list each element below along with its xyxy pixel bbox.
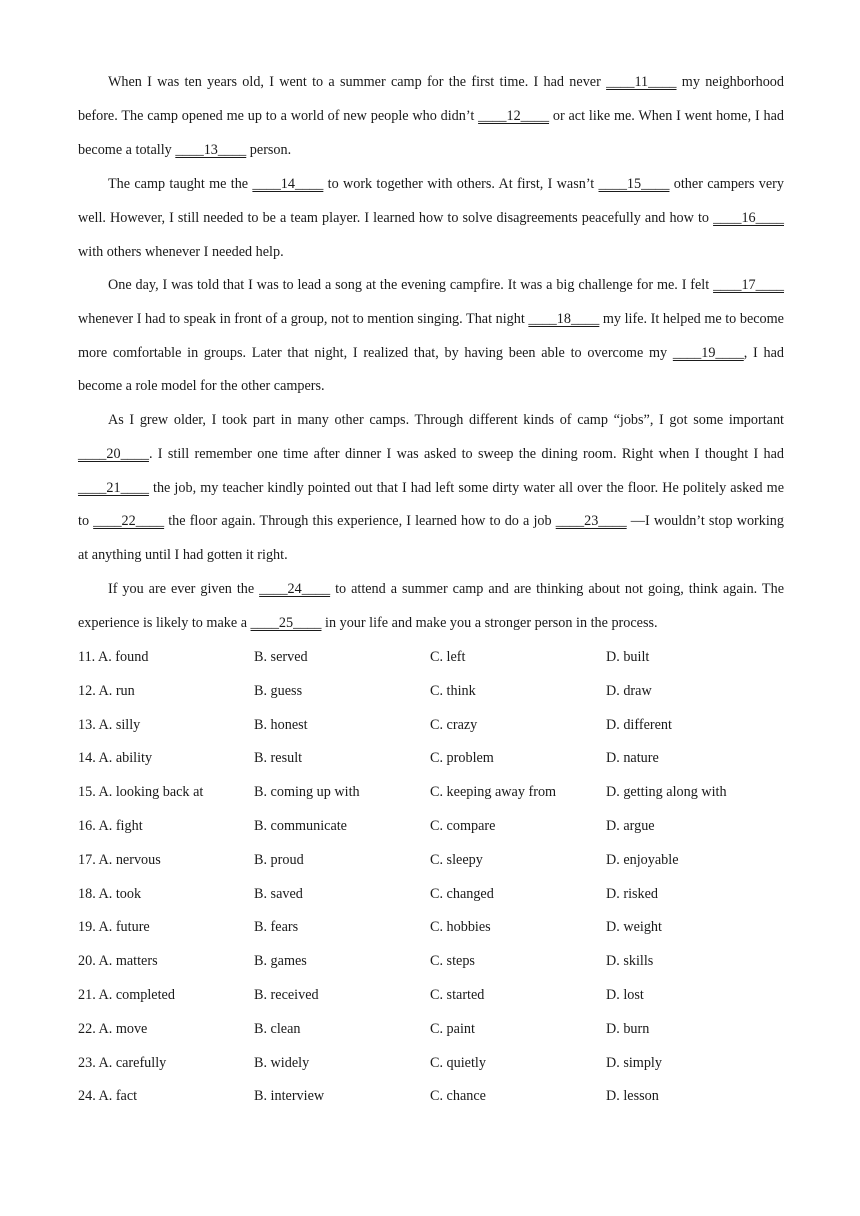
option-d: D. built bbox=[606, 649, 650, 665]
option-d: D. different bbox=[606, 716, 672, 733]
option-b: B. guess bbox=[254, 682, 303, 699]
option-a: 17. A. nervous bbox=[78, 851, 161, 868]
passage-paragraph-4 bbox=[78, 404, 784, 573]
option-b: B. interview bbox=[254, 1088, 325, 1105]
answer-blank: ____14____ bbox=[252, 176, 324, 192]
option-d: D. draw bbox=[606, 682, 652, 699]
option-d: D. skills bbox=[606, 953, 654, 970]
question-options-row bbox=[78, 911, 788, 945]
passage-text: One day, I was told that I was to lead a song at the evening campfire. It was a big challenge for me. I felt bbox=[108, 277, 714, 293]
option-c: C. steps bbox=[430, 953, 475, 970]
passage-text: . I still remember one time after dinner I was asked to sweep the dining room. Right when I thought I had bbox=[148, 445, 784, 462]
passage-text: to attend a summer camp and are thinking about not going, think again. The experience is likely to make a bbox=[78, 581, 784, 631]
passage-text: whenever I had to speak in front of a group, not to mention singing. That night bbox=[78, 310, 529, 327]
option-c: C. changed bbox=[430, 885, 494, 902]
question-options-row bbox=[78, 1080, 788, 1114]
answer-blank: ____23____ bbox=[555, 513, 627, 530]
answer-blank: ____16____ bbox=[713, 209, 784, 226]
option-c: C. compare bbox=[430, 817, 496, 834]
question-options-row bbox=[78, 675, 788, 709]
option-a: 12. A. run bbox=[78, 682, 135, 699]
passage-text: the job, my teacher kindly pointed out that I had left some dirty water all over the floor. He politely asked me to bbox=[78, 479, 784, 530]
question-options-row bbox=[78, 709, 788, 743]
option-a: 16. A. fight bbox=[78, 817, 143, 834]
passage-text: As I grew older, I took part in many other camps. Through different kinds of camp “jobs”, I got some important bbox=[108, 412, 784, 428]
option-c: C. hobbies bbox=[430, 919, 491, 936]
option-d: D. simply bbox=[606, 1054, 662, 1071]
passage-paragraph-3 bbox=[78, 269, 784, 404]
option-d: D. lesson bbox=[606, 1088, 659, 1105]
passage-text: The camp taught me the bbox=[108, 176, 253, 192]
option-b: B. games bbox=[254, 953, 307, 970]
option-a: 14. A. ability bbox=[78, 750, 153, 767]
answer-blank: ____19____ bbox=[672, 344, 744, 361]
option-a: 15. A. looking back at bbox=[78, 784, 204, 801]
option-d: D. weight bbox=[606, 919, 662, 936]
passage-text: to work together with others. At first, I wasn’t bbox=[323, 176, 599, 192]
passage-text: When I was ten years old, I went to a summer camp for the first time. I had never bbox=[108, 74, 607, 90]
passage-paragraph-5 bbox=[78, 573, 784, 641]
answer-blank: ____18____ bbox=[528, 310, 600, 327]
answer-options bbox=[78, 641, 788, 1114]
option-a: 11. A. found bbox=[78, 649, 149, 665]
option-a: 23. A. carefully bbox=[78, 1054, 167, 1071]
passage-text: or act like me. When I went home, I had become a totally bbox=[78, 107, 784, 158]
option-d: D. risked bbox=[606, 885, 659, 902]
option-c: C. chance bbox=[430, 1088, 486, 1105]
answer-blank: ____15____ bbox=[598, 176, 670, 192]
passage-paragraph-1 bbox=[78, 66, 784, 167]
option-b: B. received bbox=[254, 986, 319, 1003]
passage-text: If you are ever given the bbox=[108, 581, 260, 597]
answer-blank: ____17____ bbox=[713, 277, 784, 293]
option-b: B. widely bbox=[254, 1054, 310, 1071]
option-d: D. getting along with bbox=[606, 784, 727, 801]
option-b: B. served bbox=[254, 649, 308, 665]
option-d: D. enjoyable bbox=[606, 851, 679, 868]
option-a: 20. A. matters bbox=[78, 953, 158, 970]
option-c: C. quietly bbox=[430, 1054, 486, 1071]
question-options-row bbox=[78, 844, 788, 878]
option-a: 21. A. completed bbox=[78, 986, 175, 1003]
passage-text: , I had become a role model for the other campers. bbox=[78, 344, 784, 395]
answer-blank: ____12____ bbox=[478, 107, 550, 124]
passage-text: in your life and make you a stronger person in the process. bbox=[321, 614, 658, 631]
option-c: C. problem bbox=[430, 750, 494, 767]
passage-text: my neighborhood before. The camp opened me up to a world of new people who didn’t bbox=[78, 74, 784, 124]
option-c: C. think bbox=[430, 682, 476, 699]
option-a: 19. A. future bbox=[78, 919, 150, 936]
answer-blank: ____25____ bbox=[250, 614, 322, 631]
answer-blank: ____22____ bbox=[93, 513, 165, 530]
option-a: 22. A. move bbox=[78, 1020, 148, 1037]
question-options-row bbox=[78, 1047, 788, 1081]
option-b: B. proud bbox=[254, 851, 304, 868]
answer-blank: ____21____ bbox=[78, 479, 149, 496]
passage-text: —I wouldn’t stop working at anything until I had gotten it right. bbox=[78, 513, 784, 564]
option-c: C. sleepy bbox=[430, 851, 483, 868]
question-options-row bbox=[78, 878, 788, 912]
option-c: C. started bbox=[430, 986, 485, 1003]
question-options-row bbox=[78, 945, 788, 979]
option-b: B. honest bbox=[254, 716, 308, 733]
answer-blank: ____13____ bbox=[175, 141, 247, 158]
option-c: C. left bbox=[430, 649, 466, 665]
passage-paragraph-2 bbox=[78, 168, 784, 269]
option-a: 13. A. silly bbox=[78, 716, 141, 733]
passage-text: person. bbox=[246, 141, 292, 158]
answer-blank: ____20____ bbox=[78, 445, 149, 462]
option-b: B. clean bbox=[254, 1020, 301, 1037]
option-d: D. burn bbox=[606, 1020, 650, 1037]
answer-blank: ____24____ bbox=[259, 581, 331, 597]
option-b: B. communicate bbox=[254, 817, 347, 834]
option-d: D. nature bbox=[606, 750, 659, 767]
passage-text: my life. It helped me to become more comfortable in groups. Later that night, I realized that, by having been able to overcome my bbox=[78, 310, 784, 361]
option-d: D. lost bbox=[606, 986, 644, 1003]
option-b: B. saved bbox=[254, 885, 303, 902]
option-c: C. crazy bbox=[430, 716, 478, 733]
question-options-row bbox=[78, 810, 788, 844]
option-b: B. result bbox=[254, 750, 303, 767]
passage-text: other campers very well. However, I still needed to be a team player. I learned how to solve disagreements peacefully and how to bbox=[78, 176, 784, 226]
question-options-row bbox=[78, 742, 788, 776]
option-a: 24. A. fact bbox=[78, 1088, 138, 1105]
question-options-row bbox=[78, 776, 788, 810]
option-c: C. paint bbox=[430, 1020, 475, 1037]
option-a: 18. A. took bbox=[78, 885, 142, 902]
question-options-row bbox=[78, 641, 788, 675]
question-options-row bbox=[78, 979, 788, 1013]
question-options-row bbox=[78, 1013, 788, 1047]
option-d: D. argue bbox=[606, 817, 655, 834]
option-b: B. coming up with bbox=[254, 784, 360, 801]
answer-blank: ____11____ bbox=[606, 74, 677, 90]
option-c: C. keeping away from bbox=[430, 784, 557, 801]
passage-text: with others whenever I needed help. bbox=[78, 243, 284, 260]
passage-text: the floor again. Through this experience, I learned how to do a job bbox=[164, 513, 556, 530]
option-b: B. fears bbox=[254, 919, 299, 936]
